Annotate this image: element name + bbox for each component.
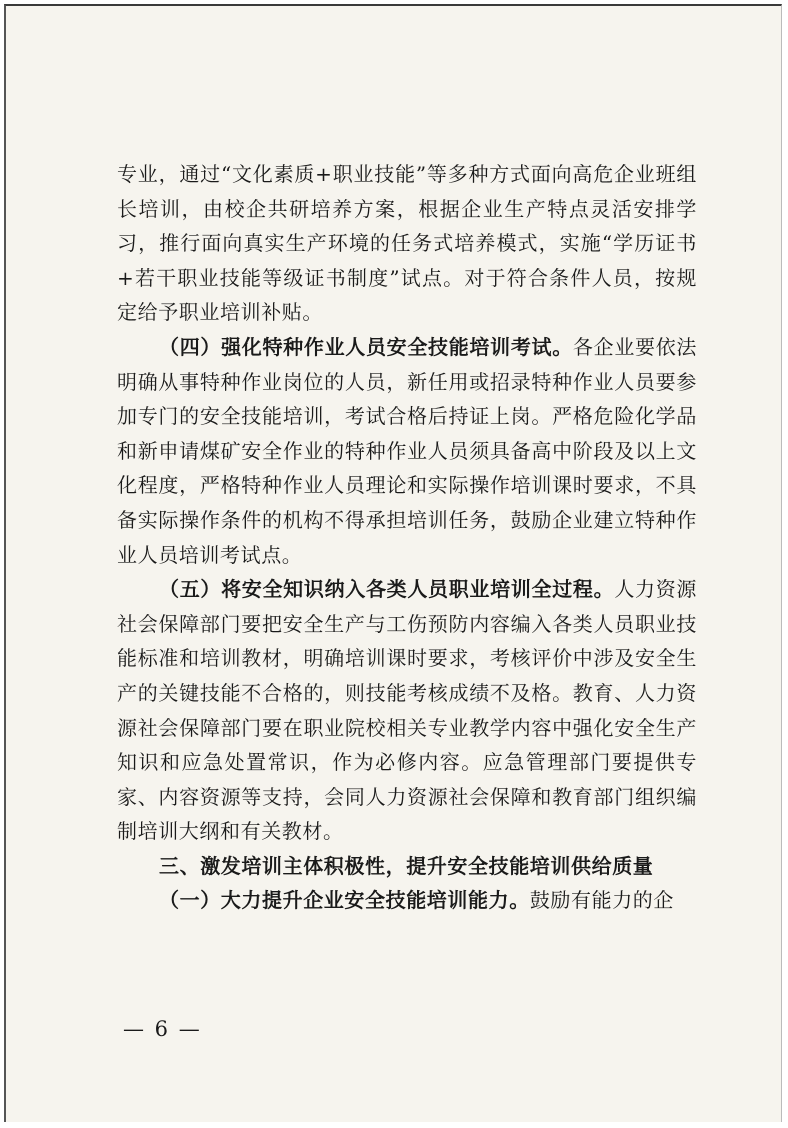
section-title: 三、激发培训主体积极性，提升安全技能培训供给质量: [159, 853, 654, 878]
paragraph-text: 鼓励有能力的企: [529, 888, 675, 913]
page-number: — 6 —: [123, 1017, 202, 1041]
paragraph-text: 专业，通过“文化素质+职业技能”等多种方式面向高危企业班组长培训，由校企共研培养方案，根据企业生产特点灵活安排学习，推行面向真实生产环境的任务式培养模式，实施“学历证书+若干职业技能等级证书制度”试点。对于符合条件人员，按规定给予职业培训补贴。: [117, 162, 697, 325]
paragraph-text: 各企业要依法明确从事特种作业岗位的人员，新任用或招录特种作业人员要参加专门的安全技能培训，考试合格后持证上岗。严格危险化学品和新申请煤矿安全作业的特种作业人员须具备高中阶段及以上文化程度，严格特种作业人员理论和实际操作培训课时要求，不具备实际操作条件的机构不得承担培训任务，鼓励企业建立特种作业人员培训考试点。: [117, 334, 698, 567]
paragraph-heading: （一）大力提升企业安全技能培训能力。: [159, 888, 530, 913]
paragraph-heading: （五）将安全知识纳入各类人员职业培训全过程。: [159, 577, 615, 602]
paragraph-heading: （四）强化特种作业人员安全技能培训考试。: [159, 334, 573, 359]
paragraph-enterprise-training: [117, 883, 697, 918]
paragraph-text: 人力资源社会保障部门要把安全生产与工伤预防内容编入各类人员职业技能标准和培训教材，明确培训课时要求，考核评价中涉及安全生产的关键技能不合格的，则技能考核成绩不及格。教育、人力资源社会保障部门要在职业院校相关专业教学内容中强化安全生产知识和应急处置常识，作为必修内容。应急管理部门要提供专家、内容资源等支持，会同人力资源社会保障和教育部门组织编制培训大纲和有关教材。: [117, 577, 697, 844]
paragraph-continuation: [117, 157, 697, 330]
paragraph-safety-knowledge: [117, 572, 697, 849]
document-body: [117, 157, 697, 918]
paragraph-special-operations: [117, 330, 697, 572]
document-page: [4, 4, 782, 1122]
